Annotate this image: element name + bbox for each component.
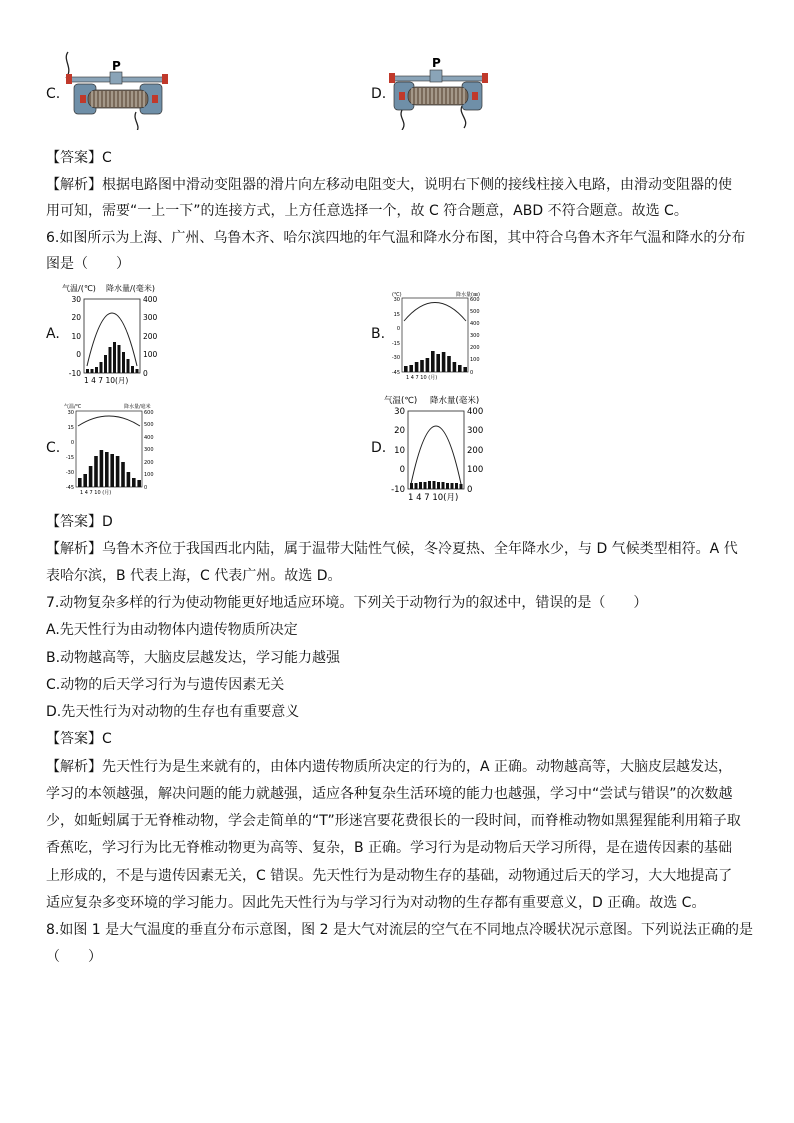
svg-text:300: 300 (143, 313, 158, 322)
svg-text:500: 500 (144, 422, 154, 428)
chart-c-precip-label: 降水量/毫米 (124, 404, 151, 410)
q8-stem-line-1: 8.如图 1 是大气温度的垂直分布示意图，图 2 是大气对流层的空气在不同地点冷暖状况示意图。下列说法正确的是 (46, 922, 753, 938)
svg-text:-15: -15 (65, 455, 74, 461)
svg-text:300: 300 (467, 426, 484, 436)
svg-text:0: 0 (76, 350, 81, 359)
q7-option-d: D.先天性行为对动物的生存也有重要意义 (46, 704, 300, 720)
svg-text:400: 400 (470, 321, 480, 327)
svg-text:-30: -30 (65, 470, 74, 476)
svg-text:100: 100 (470, 357, 480, 363)
svg-text:10: 10 (71, 332, 81, 341)
q7-option-c: C.动物的后天学习行为与遗传因素无关 (46, 677, 285, 693)
svg-text:200: 200 (470, 345, 480, 351)
svg-text:400: 400 (143, 295, 158, 304)
slider-p-label: P (432, 56, 441, 70)
svg-text:30: 30 (67, 410, 74, 416)
chart-d-precip-label: 降水量(毫米) (430, 396, 480, 406)
climate-chart-d (382, 392, 494, 504)
svg-text:10: 10 (394, 446, 405, 456)
svg-text:-15: -15 (391, 341, 400, 347)
svg-text:300: 300 (144, 447, 154, 453)
q6-stem-line-1: 6.如图所示为上海、广州、乌鲁木齐、哈尔滨四地的年气温和降水分布图，其中符合乌鲁木齐年气温和降水的分布 (46, 230, 746, 246)
chart-b-precip-label: 降水量(㎜) (456, 292, 480, 298)
svg-text:100: 100 (144, 472, 154, 478)
svg-text:100: 100 (143, 350, 158, 359)
svg-text:0: 0 (467, 485, 473, 495)
svg-text:400: 400 (144, 435, 154, 441)
q6-option-b-label: B. (371, 326, 386, 342)
svg-text:200: 200 (467, 446, 484, 456)
q7-option-b: B.动物越高等，大脑皮层越发达，学习能力越强 (46, 650, 341, 666)
climate-chart-a (60, 282, 170, 386)
q6-answer: 【答案】D (46, 514, 113, 530)
svg-text:200: 200 (144, 460, 154, 466)
svg-text:30: 30 (393, 297, 400, 303)
q5-analysis-line-1: 【解析】根据电路图中滑动变阻器的滑片向左移动电阻变大，说明右下侧的接线柱接入电路，由滑动变阻器的使 (46, 177, 732, 193)
chart-a-x-ticks: 1 4 7 10(月) (84, 376, 129, 385)
q7-analysis-line-5: 上形成的，不是与遗传因素无关，C 错误。先天性行为是动物生存的基础，动物通过后天的学习，大大地提高了 (46, 868, 733, 884)
rheostat-d-image (384, 54, 494, 130)
svg-text:20: 20 (71, 313, 81, 322)
svg-text:500: 500 (470, 309, 480, 315)
q7-analysis-line-1: 【解析】先天性行为是生来就有的，由体内遗传物质所决定的行为的，A 正确。动物越高等，大脑皮层越发达， (46, 759, 733, 775)
q5-analysis-line-2: 用可知，需要“一上一下”的连接方式，上方任意选择一个，故 C 符合题意，ABD 不符合题意。故选 C。 (46, 203, 688, 219)
climate-chart-b (388, 288, 500, 380)
svg-text:30: 30 (71, 295, 81, 304)
svg-text:0: 0 (70, 440, 74, 446)
q6-option-d-label: D. (371, 440, 387, 456)
svg-text:0: 0 (399, 465, 405, 475)
chart-b-temp-label: (℃) (392, 292, 402, 298)
svg-text:400: 400 (467, 407, 484, 417)
q7-stem: 7.动物复杂多样的行为使动物能更好地适应环境。下列关于动物行为的叙述中，错误的是（ ） (46, 595, 648, 611)
svg-text:0: 0 (396, 326, 400, 332)
option-c-label: C. (46, 86, 61, 102)
q6-option-c-label: C. (46, 440, 61, 456)
svg-text:-10: -10 (391, 485, 405, 495)
q7-answer: 【答案】C (46, 731, 112, 747)
q7-analysis-line-4: 香蕉吃，学习行为比无脊椎动物更为高等、复杂，B 正确。学习行为是动物后天学习所得，是在遗传因素的基础 (46, 840, 733, 856)
svg-text:-30: -30 (391, 355, 400, 361)
q7-analysis-line-6: 适应复杂多变环境的学习能力。因此先天性行为与学习行为对动物的生存都有重要意义，D 正确。故选 C。 (46, 895, 706, 911)
svg-text:30: 30 (394, 407, 405, 417)
climate-chart-c (62, 400, 174, 496)
chart-a-precip-label: 降水量/(毫米) (106, 284, 155, 293)
chart-c-x-ticks: 1 4 7 10 (月) (80, 490, 112, 496)
chart-d-temp-label: 气温(℃) (384, 396, 418, 406)
q6-stem-line-2: 图是（ ） (46, 256, 130, 272)
svg-text:600: 600 (144, 410, 154, 416)
svg-text:20: 20 (394, 426, 405, 436)
chart-d-x-ticks: 1 4 7 10(月) (408, 493, 459, 503)
svg-text:200: 200 (143, 332, 158, 341)
rheostat-c-image (58, 50, 178, 130)
q7-option-a: A.先天性行为由动物体内遗传物质所决定 (46, 622, 298, 638)
slider-p-label: P (112, 59, 121, 73)
chart-a-temp-label: 气温/(℃) (62, 284, 96, 293)
q7-analysis-line-2: 学习的本领越强，解决问题的能力就越强，适应各种复杂生活环境的能力也越强，学习中“尝试与错误”的次数越 (46, 786, 733, 802)
svg-text:600: 600 (470, 297, 480, 303)
option-d-label: D. (371, 86, 387, 102)
q5-answer: 【答案】C (46, 150, 112, 166)
chart-b-x-ticks: 1 4 7 10 (月) (406, 375, 438, 380)
q6-analysis-line-1: 【解析】乌鲁木齐位于我国西北内陆，属于温带大陆性气候，冬冷夏热、全年降水少，与 D 气候类型相符。A 代 (46, 541, 738, 557)
svg-text:-45: -45 (65, 485, 74, 491)
q6-option-a-label: A. (46, 326, 60, 342)
q8-stem-line-2: （ ） (46, 949, 102, 965)
svg-text:300: 300 (470, 333, 480, 339)
svg-text:-45: -45 (391, 370, 400, 376)
chart-c-temp-label: 气温/℃ (64, 404, 82, 410)
svg-text:15: 15 (67, 425, 74, 431)
svg-text:-10: -10 (68, 369, 81, 378)
svg-text:0: 0 (470, 370, 474, 376)
q7-analysis-line-3: 少，如蚯蚓属于无脊椎动物，学会走简单的“T”形迷宫要花费很长的一段时间，而脊椎动物如黑猩猩能利用箱子取 (46, 813, 741, 829)
svg-text:15: 15 (393, 312, 400, 318)
q6-analysis-line-2: 表哈尔滨，B 代表上海，C 代表广州。故选 D。 (46, 568, 342, 584)
svg-text:100: 100 (467, 465, 484, 475)
svg-text:0: 0 (144, 485, 148, 491)
svg-text:0: 0 (143, 369, 148, 378)
